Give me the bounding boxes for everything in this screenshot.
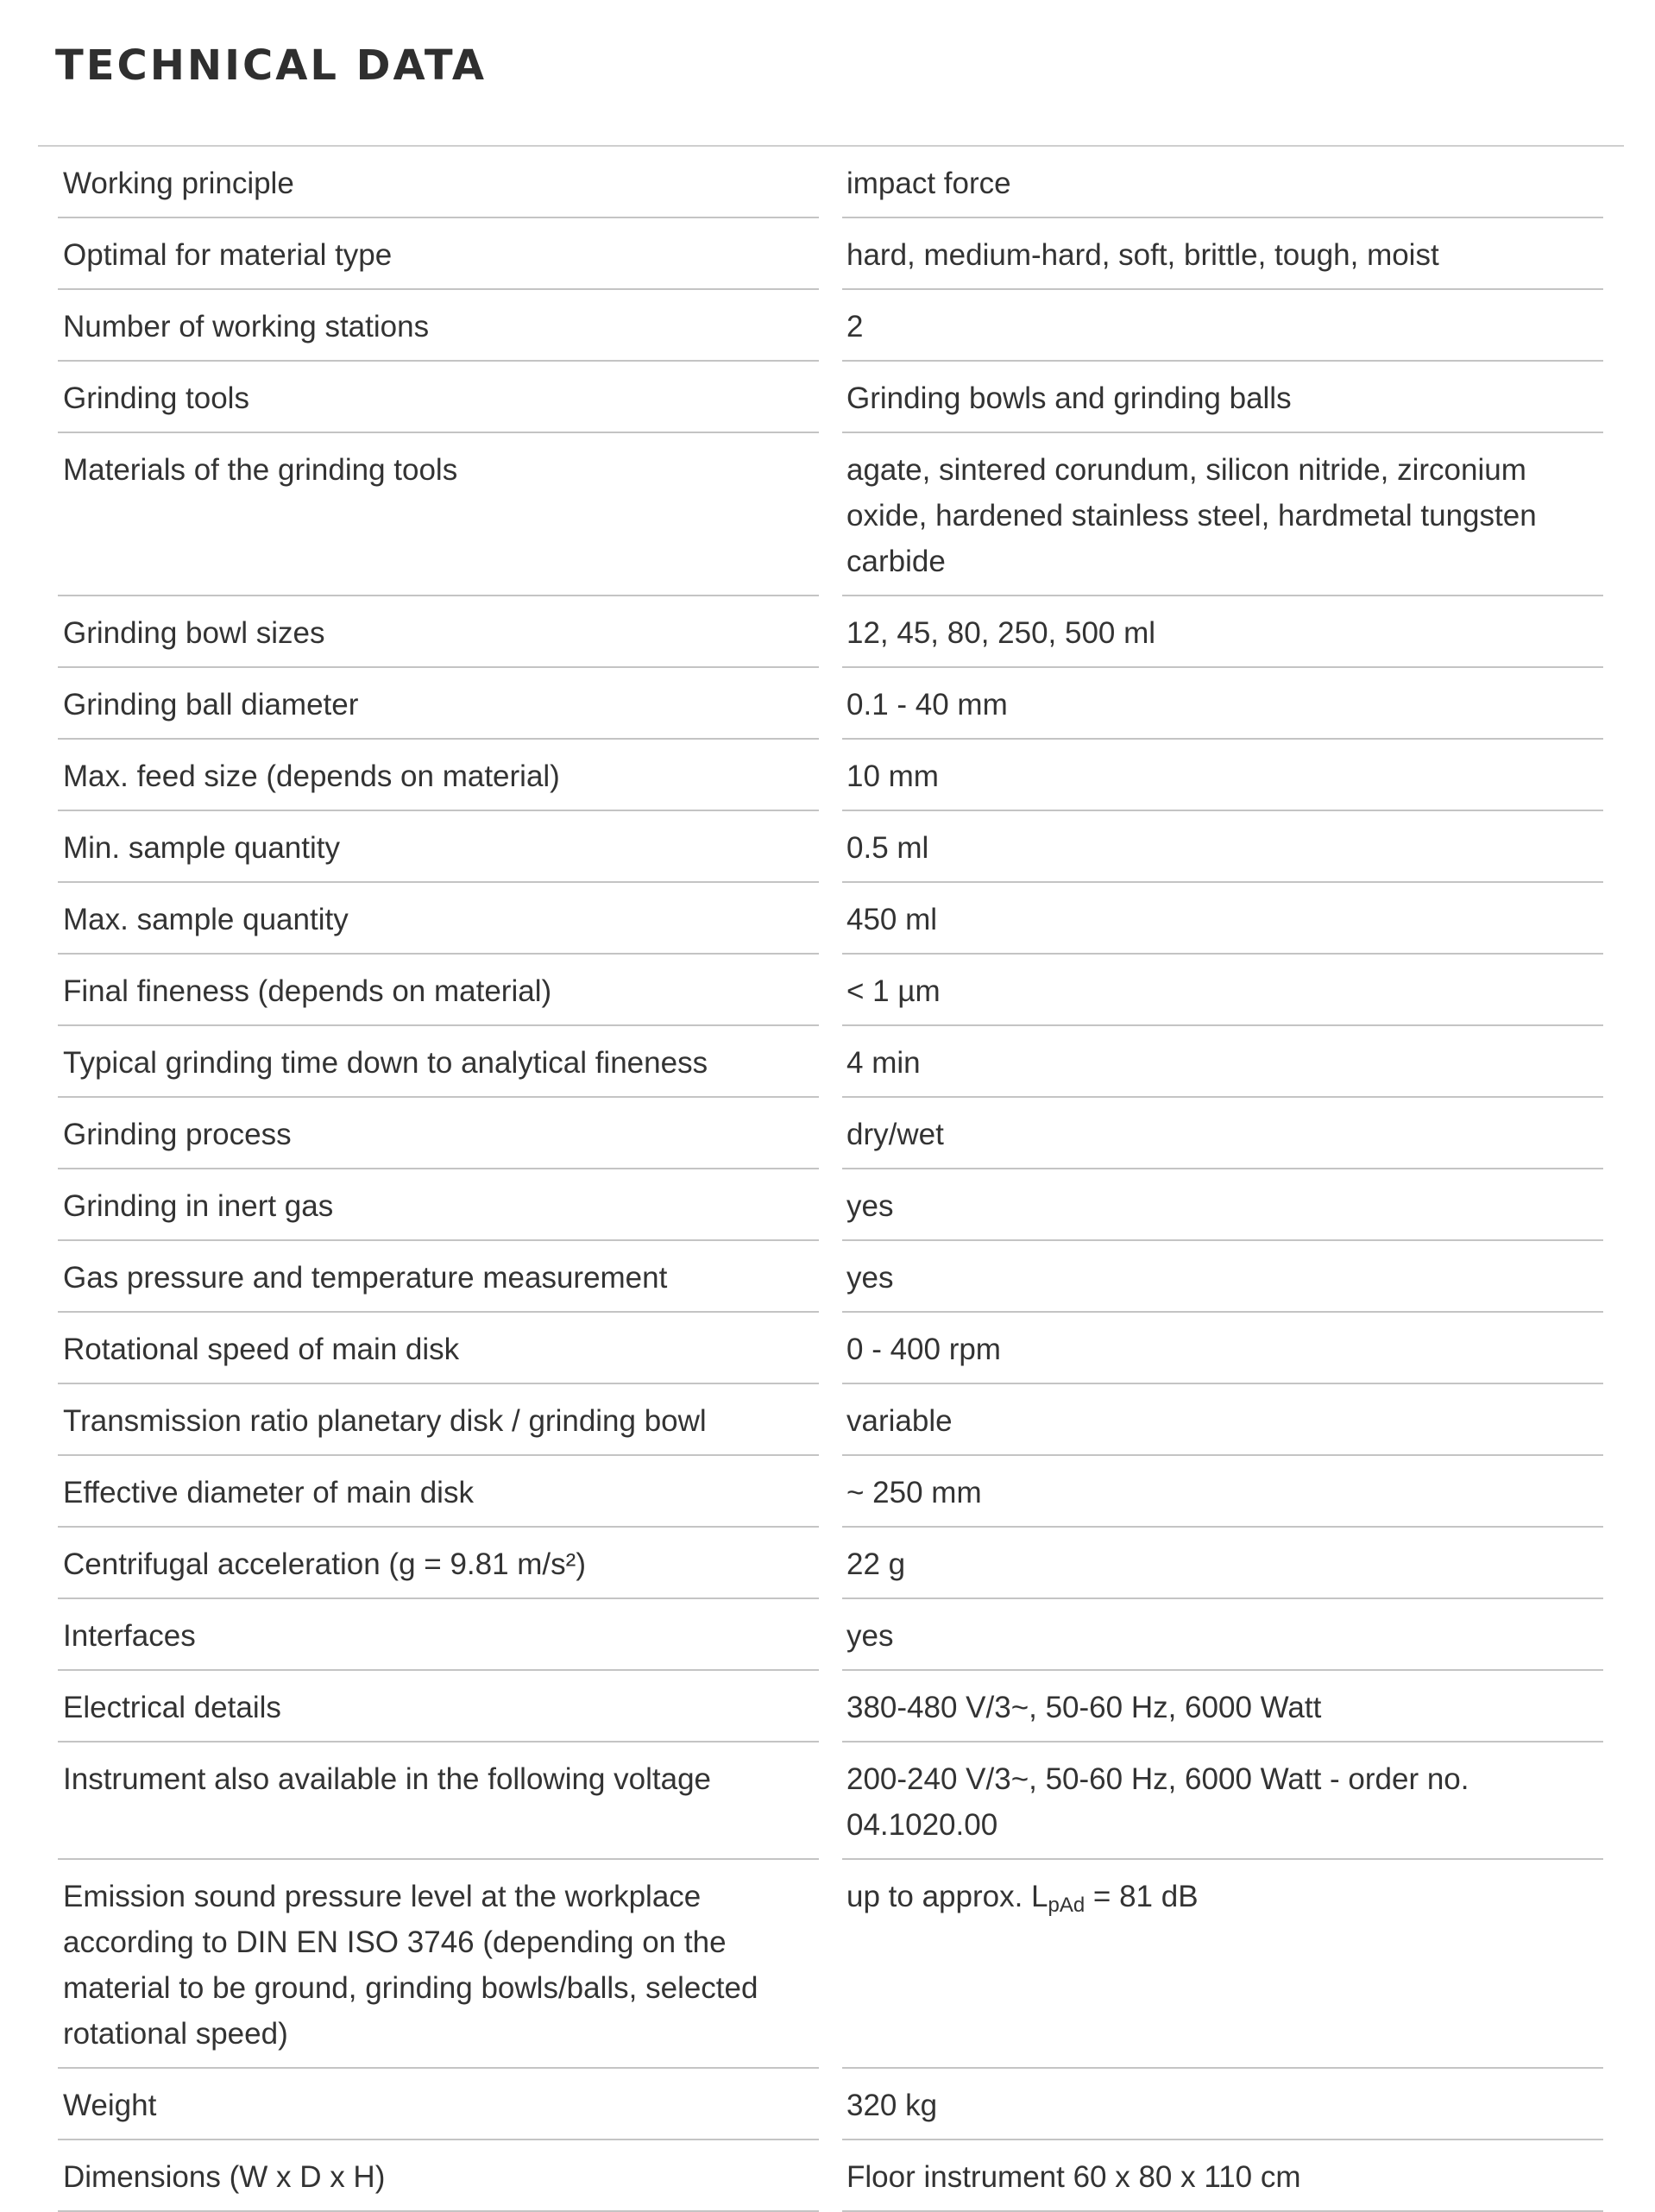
table-row [0, 1241, 1655, 1313]
table-row [0, 740, 1655, 811]
table-row [0, 1456, 1655, 1528]
table-row [0, 362, 1655, 433]
row-value: Grinding bowls and grinding balls [842, 362, 1603, 433]
row-label: Grinding in inert gas [58, 1169, 819, 1241]
technical-data-table [0, 147, 1655, 2212]
row-label: Dimensions (W x D x H) [58, 2140, 819, 2212]
row-label: Emission sound pressure level at the workplace according to DIN EN ISO 3746 (depending on the material to be ground, grinding bowls/balls, selected rotational speed) [58, 1860, 819, 2069]
row-label: Grinding bowl sizes [58, 596, 819, 668]
table-row [0, 1860, 1655, 2069]
table-row [0, 811, 1655, 883]
row-label: Working principle [58, 147, 819, 218]
table-row [0, 1169, 1655, 1241]
row-label: Gas pressure and temperature measurement [58, 1241, 819, 1313]
row-label: Optimal for material type [58, 218, 819, 290]
row-label: Grinding process [58, 1098, 819, 1169]
row-value: ~ 250 mm [842, 1456, 1603, 1528]
row-value: 0.1 - 40 mm [842, 668, 1603, 740]
row-value: variable [842, 1384, 1603, 1456]
row-label: Materials of the grinding tools [58, 433, 819, 596]
row-value: 0 - 400 rpm [842, 1313, 1603, 1384]
row-value: impact force [842, 147, 1603, 218]
table-row [0, 1743, 1655, 1860]
row-value: hard, medium-hard, soft, brittle, tough, moist [842, 218, 1603, 290]
table-row [0, 147, 1655, 218]
row-value [842, 1860, 1603, 2069]
row-label: Final fineness (depends on material) [58, 955, 819, 1026]
row-value: 22 g [842, 1528, 1603, 1599]
row-label: Grinding tools [58, 362, 819, 433]
row-value: 200-240 V/3~, 50-60 Hz, 6000 Watt - order no. 04.1020.00 [842, 1743, 1603, 1860]
row-label: Weight [58, 2069, 819, 2140]
page-title: TECHNICAL DATA [55, 41, 488, 90]
row-value: yes [842, 1241, 1603, 1313]
table-row [0, 2140, 1655, 2212]
row-label: Typical grinding time down to analytical fineness [58, 1026, 819, 1098]
row-value: 320 kg [842, 2069, 1603, 2140]
row-value: 380-480 V/3~, 50-60 Hz, 6000 Watt [842, 1671, 1603, 1743]
row-label: Interfaces [58, 1599, 819, 1671]
row-value: yes [842, 1169, 1603, 1241]
row-value: < 1 µm [842, 955, 1603, 1026]
row-value: 12, 45, 80, 250, 500 ml [842, 596, 1603, 668]
table-row [0, 668, 1655, 740]
row-label: Number of working stations [58, 290, 819, 362]
table-row [0, 1313, 1655, 1384]
sound-value-prefix: up to approx. L [846, 1880, 1048, 1913]
row-label: Transmission ratio planetary disk / grinding bowl [58, 1384, 819, 1456]
table-row [0, 883, 1655, 955]
table-row [0, 2069, 1655, 2140]
table-row [0, 1671, 1655, 1743]
row-label: Min. sample quantity [58, 811, 819, 883]
row-label: Max. feed size (depends on material) [58, 740, 819, 811]
row-label: Centrifugal acceleration (g = 9.81 m/s²) [58, 1528, 819, 1599]
table-row [0, 1528, 1655, 1599]
table-row [0, 596, 1655, 668]
table-row [0, 218, 1655, 290]
table-row [0, 1098, 1655, 1169]
row-value: yes [842, 1599, 1603, 1671]
row-label: Grinding ball diameter [58, 668, 819, 740]
table-row [0, 1599, 1655, 1671]
table-row [0, 955, 1655, 1026]
row-value: 450 ml [842, 883, 1603, 955]
table-row [0, 290, 1655, 362]
row-label: Max. sample quantity [58, 883, 819, 955]
row-label: Instrument also available in the following voltage [58, 1743, 819, 1860]
table-row [0, 433, 1655, 596]
row-value: 4 min [842, 1026, 1603, 1098]
table-row [0, 1026, 1655, 1098]
row-value: Floor instrument 60 x 80 x 110 cm [842, 2140, 1603, 2212]
row-value: 2 [842, 290, 1603, 362]
row-label: Electrical details [58, 1671, 819, 1743]
row-value: 10 mm [842, 740, 1603, 811]
table-row [0, 1384, 1655, 1456]
row-label: Rotational speed of main disk [58, 1313, 819, 1384]
sound-value-subscript: pAd [1048, 1894, 1086, 1917]
sound-value-suffix: = 81 dB [1085, 1880, 1199, 1913]
row-label: Effective diameter of main disk [58, 1456, 819, 1528]
row-value: dry/wet [842, 1098, 1603, 1169]
row-value: 0.5 ml [842, 811, 1603, 883]
row-value: agate, sintered corundum, silicon nitride, zirconium oxide, hardened stainless steel, hardmetal tungsten carbide [842, 433, 1603, 596]
